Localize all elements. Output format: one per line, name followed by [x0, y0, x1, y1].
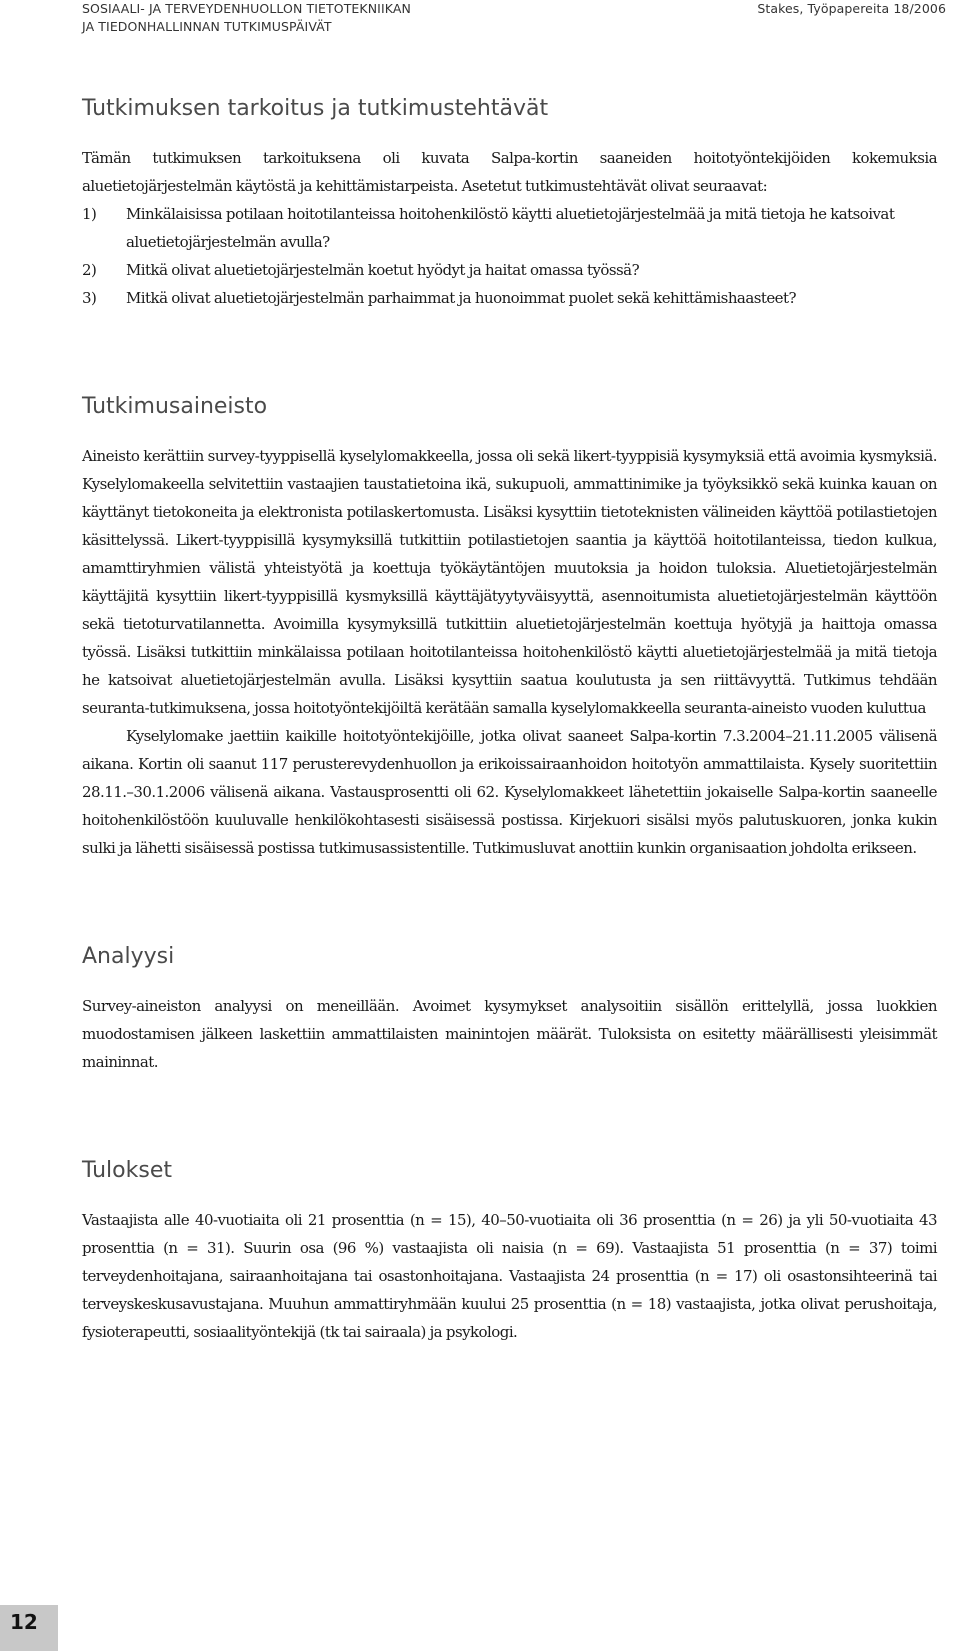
- spacer: [82, 1076, 937, 1158]
- section-analysis: [82, 944, 937, 1076]
- paragraph: Survey-aineiston analyysi on meneillään. Avoimet kysymykset analysoitiin sisällön erittelyllä, jossa luokkien muodostamisen jälkeen laskettiin ammattilaisten mainintojen määrät. Tuloksista on esitetty määrällisesti yleisimmät maininnat.: [82, 997, 937, 1071]
- list-item-text: Mitkä olivat aluetietojärjestelmän parhaimmat ja huonoimmat puolet sekä kehittämishaasteet?: [126, 289, 796, 307]
- section-material: [82, 394, 937, 862]
- list-item: [82, 284, 937, 312]
- paragraph: Aineisto kerättiin survey-tyyppisellä kyselylomakkeella, jossa oli sekä likert-tyyppisiä kysymyksiä että avoimia kysmyksiä. Kyselylomakeella selvitettiin vastaajien taustatietoina ikä, sukupuoli, ammattinimike ja työyksikkö sekä kuinka kauan on käyttänyt tietokoneita ja elektronista potilaskertomusta. Lisäksi kysyttiin tietoteknisten välineiden käyttöä potilastietojen käsittelyssä. Likert-tyyppisillä kysymyksillä tutkittiin potilastietojen saantia ja käyttöä hoitotilanteissa, tiedon kulkua, amamttiryhmien välistä yhteistyötä ja koettuja työkäytäntöjen muutoksia ja hoidon tuloksia. Aluetietojärjestelmän käyttäjitä kysyttiin likert-tyyppisillä kysmyksillä käyttäjätyytyväisyyttä, asennoitumista aluetietojärjestelmän käyttöön sekä tietoturvatilannetta. Avoimilla kysymyksillä tutkittiin aluetietojärjestelmän koettuja hyötyjä ja haittoja omassa työssä. Lisäksi tutkittiin minkälaissa potilaan hoitotilanteissa hoitohenkilöstö käytti aluetietojärjestelmää ja mitä tietoja he katsoivat aluetietojärjestelmän avulla. Lisäksi kysyttiin saatua koulutusta ja sen riittävyyttä. Tutkimus tehdään seuranta-tutkimuksena, jossa hoitotyöntekijöiltä kerätään samalla kyselylomakkeella seuranta-aineisto vuoden kuluttua: [82, 447, 937, 717]
- section-title: Analyysi: [82, 944, 175, 969]
- list-item-text: Mitkä olivat aluetietojärjestelmän koetut hyödyt ja haitat omassa työssä?: [126, 261, 640, 279]
- spacer: [82, 862, 937, 944]
- section-title: Tulokset: [82, 1158, 172, 1183]
- list-item: [82, 200, 937, 256]
- paragraph: Tämän tutkimuksen tarkoituksena oli kuvata Salpa-kortin saaneiden hoitotyöntekijöiden kokemuksia aluetietojärjestelmän käytöstä ja kehittämistarpeista. Asetetut tutkimustehtävät olivat seuraavat:: [82, 149, 937, 195]
- section-title: Tutkimusaineisto: [82, 394, 268, 419]
- header-line-1: SOSIAALI- JA TERVEYDENHUOLLON TIETOTEKNIIKAN: [82, 1, 411, 16]
- paragraph: Vastaajista alle 40-vuotiaita oli 21 prosenttia (n = 15), 40–50-vuotiaita oli 36 prosenttia (n = 26) ja yli 50-vuotiaita 43 prosenttia (n = 31). Suurin osa (96 %) vastaajista oli naisia (n = 69). Vastaajista 51 prosenttia (n = 37) toimi terveydenhoitajana, sairaanhoitajana tai osastonhoitajana. Vastaajista 24 prosenttia (n = 17) oli osastonsihteerinä tai terveyskeskusavustajana. Muuhun ammattiryhmään kuului 25 prosenttia (n = 18) vastaajista, jotka olivat perushoitaja, fysioterapeutti, sosiaalityöntekijä (tk tai sairaala) ja psykologi.: [82, 1211, 937, 1341]
- spacer: [82, 312, 937, 394]
- list-item-number: 2): [82, 261, 97, 279]
- page-number: 12: [10, 1610, 38, 1634]
- section-results: [82, 1158, 937, 1346]
- paragraph: Kyselylomake jaettiin kaikille hoitotyöntekijöille, jotka olivat saaneet Salpa-kortin 7.3.2004–21.11.2005 välisenä aikana. Kortin oli saanut 117 perusterevydenhuollon ja erikoissairaanhoidon hoitotyön ammattilaista. Kysely suoritettiin 28.11.–30.1.2006 välisenä aikana. Vastausprosentti oli 62. Kyselylomakkeet lähetettiin jokaiselle Salpa-kortin saaneelle hoitohenkilöstöön kuuluvalle henkilökohtasesti sisäisessä postissa. Kirjekuori sisälsi myös palutuskuoren, jonka kukin sulki ja lähetti sisäisessä postissa tutkimusassistentille. Tutkimusluvat anottiin kunkin organisaation johdolta erikseen.: [82, 727, 937, 857]
- page-body: [82, 96, 937, 1346]
- running-header-left: [82, 0, 411, 36]
- header-line-2: JA TIEDONHALLINNAN TUTKIMUSPÄIVÄT: [82, 19, 332, 34]
- section-title: Tutkimuksen tarkoitus ja tutkimustehtävät: [82, 96, 549, 121]
- section-purpose: [82, 96, 937, 312]
- page-number-tab: [0, 1605, 58, 1651]
- list-item: [82, 256, 937, 284]
- list-item-number: 1): [82, 205, 97, 223]
- running-header-right: Stakes, Työpapereita 18/2006: [757, 1, 946, 16]
- list-item-text: Minkälaisissa potilaan hoitotilanteissa hoitohenkilöstö käytti aluetietojärjestelmää ja mitä tietoja he katsoivat aluetietojärjestelmän avulla?: [126, 205, 895, 251]
- list-item-number: 3): [82, 289, 97, 307]
